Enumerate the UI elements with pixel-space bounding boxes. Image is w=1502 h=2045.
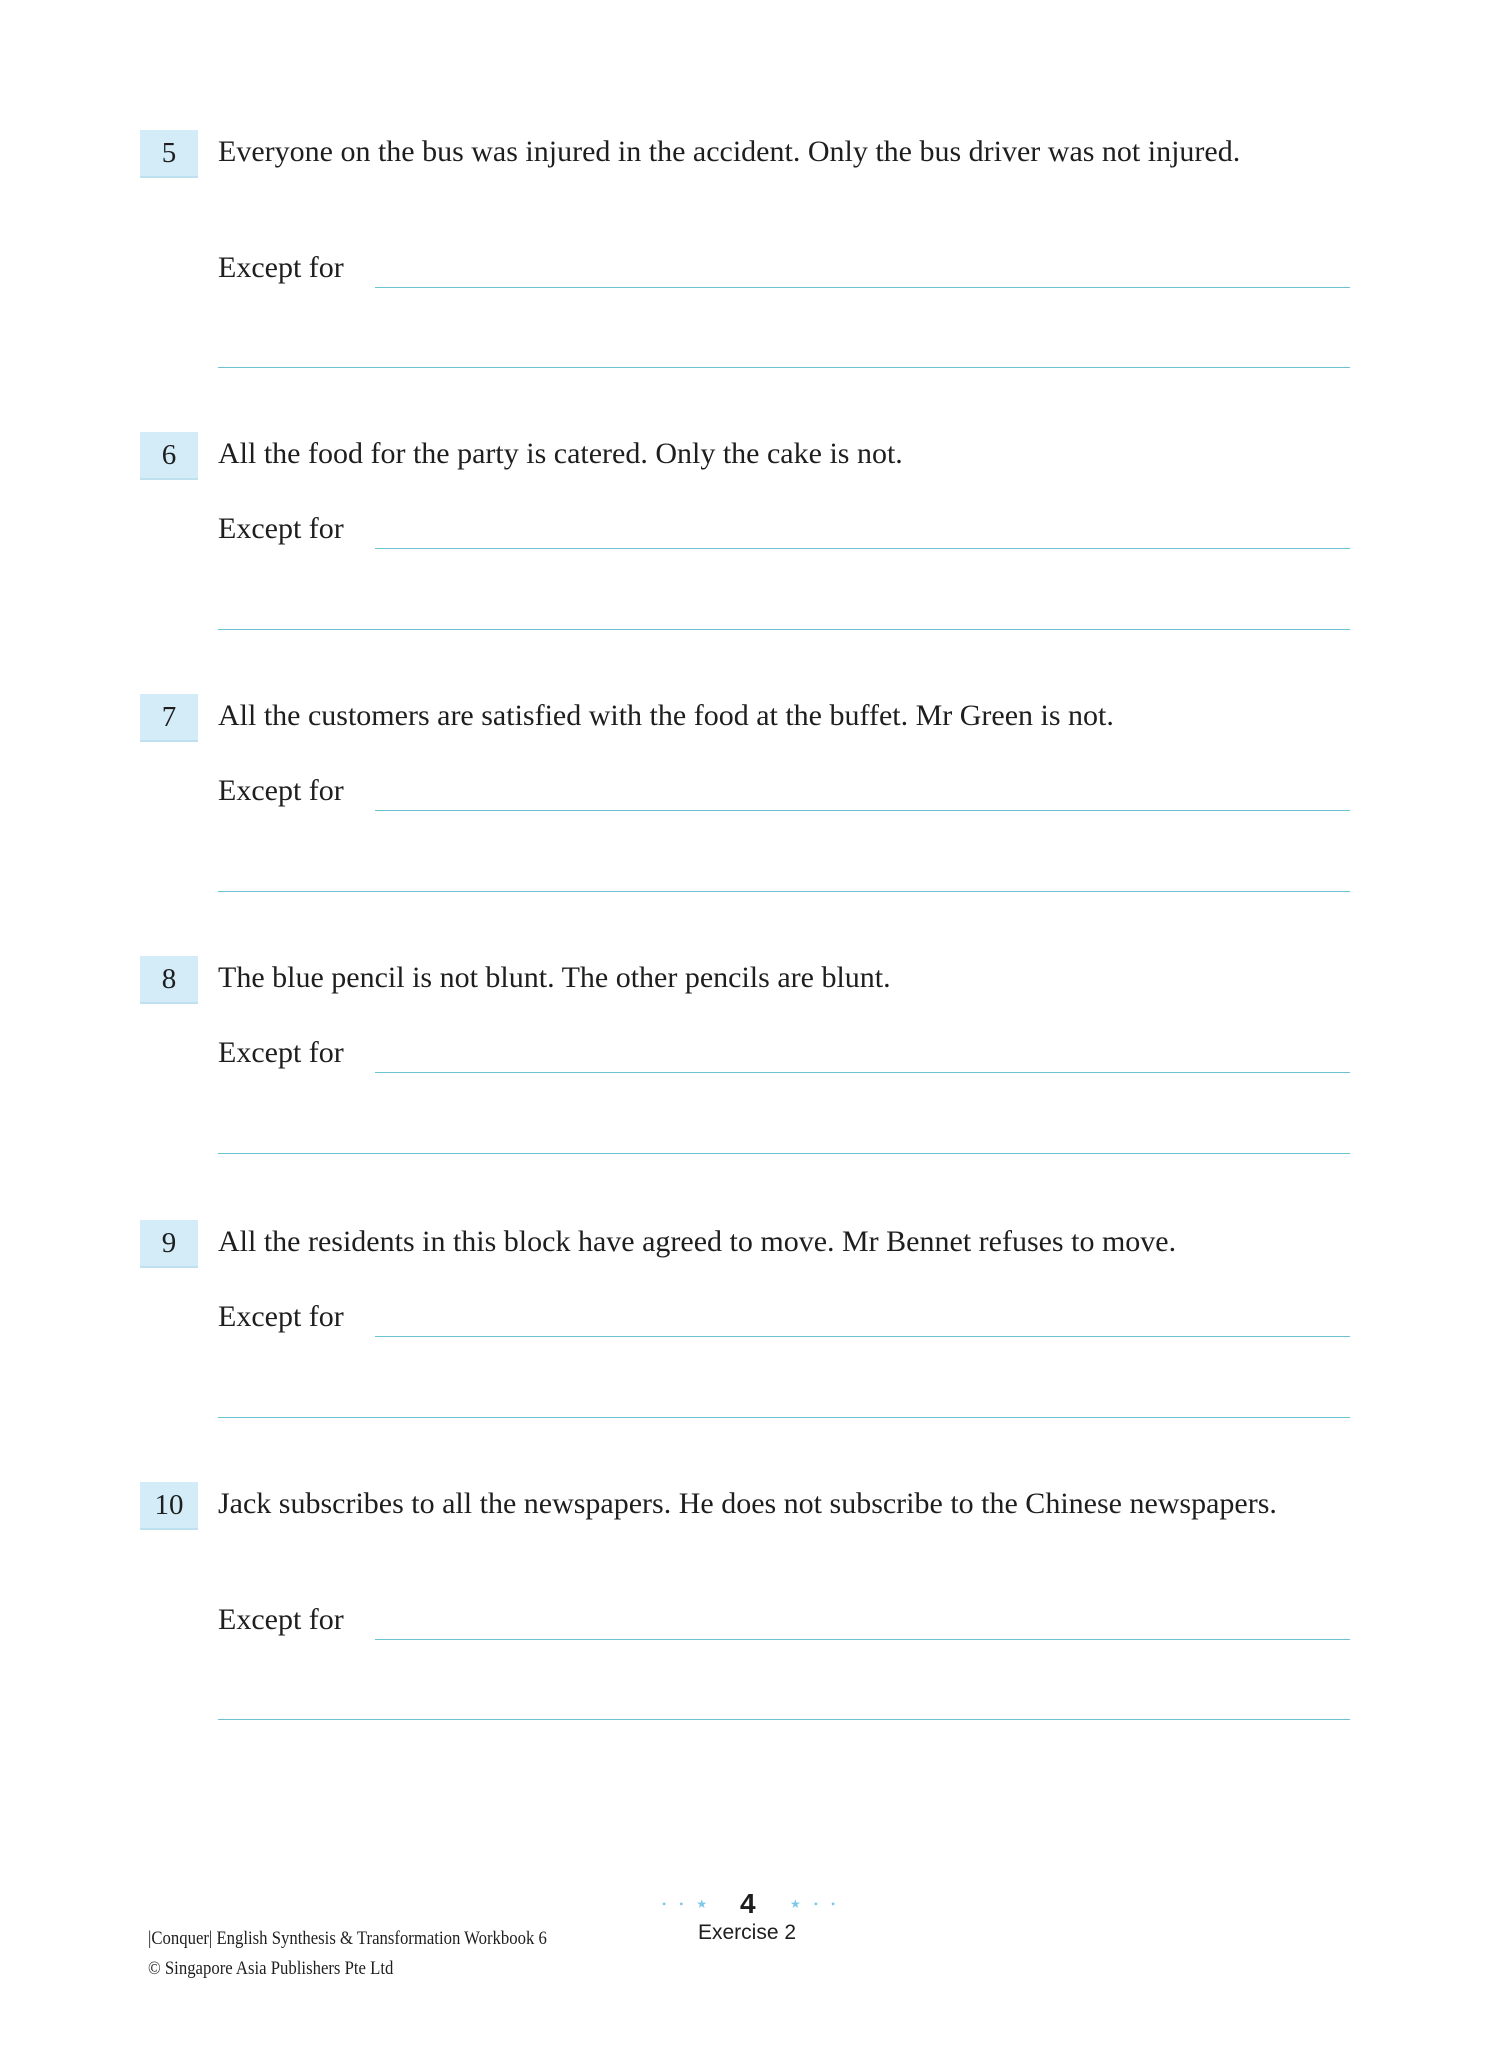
book-title: |Conquer| English Synthesis & Transformation Workbook 6 (148, 1928, 547, 1949)
except-for-label: Except for (218, 1300, 344, 1333)
answer-line[interactable] (375, 1639, 1350, 1640)
answer-line[interactable] (375, 1336, 1350, 1337)
page-number: 4 (740, 1888, 756, 1919)
answer-line[interactable] (218, 1719, 1350, 1720)
except-for-label: Except for (218, 512, 344, 545)
question-number: 10 (140, 1482, 198, 1530)
question-text: All the customers are satisfied with the food at the buffet. Mr Green is not. (218, 699, 1114, 732)
footer-book-info (148, 1924, 547, 1984)
answer-line[interactable] (375, 287, 1350, 288)
answer-line[interactable] (218, 629, 1350, 630)
copyright: © Singapore Asia Publishers Pte Ltd (148, 1958, 394, 1979)
question-number: 9 (140, 1220, 198, 1268)
except-for-label: Except for (218, 1036, 344, 1069)
answer-line[interactable] (375, 810, 1350, 811)
star-decoration-icon: ★ • • (790, 1897, 841, 1911)
answer-line[interactable] (218, 1417, 1350, 1418)
question-text: All the residents in this block have agreed to move. Mr Bennet refuses to move. (218, 1225, 1177, 1258)
question-number: 5 (140, 130, 198, 178)
question-number: 8 (140, 956, 198, 1004)
answer-line[interactable] (218, 1153, 1350, 1154)
except-for-label: Except for (218, 1603, 344, 1636)
except-for-label: Except for (218, 251, 344, 284)
answer-line[interactable] (375, 1072, 1350, 1073)
question-text: Everyone on the bus was injured in the accident. Only the bus driver was not injured. (218, 135, 1241, 168)
question-number: 6 (140, 432, 198, 480)
question-number: 7 (140, 694, 198, 742)
except-for-label: Except for (218, 774, 344, 807)
star-decoration-icon: • • ★ (662, 1897, 713, 1911)
exercise-label: Exercise 2 (698, 1921, 797, 1944)
question-text: All the food for the party is catered. Only the cake is not. (218, 437, 903, 470)
answer-line[interactable] (218, 367, 1350, 368)
answer-line[interactable] (218, 891, 1350, 892)
question-text: Jack subscribes to all the newspapers. He does not subscribe to the Chinese newspapers. (218, 1487, 1277, 1520)
answer-line[interactable] (375, 548, 1350, 549)
question-text: The blue pencil is not blunt. The other pencils are blunt. (218, 961, 891, 994)
